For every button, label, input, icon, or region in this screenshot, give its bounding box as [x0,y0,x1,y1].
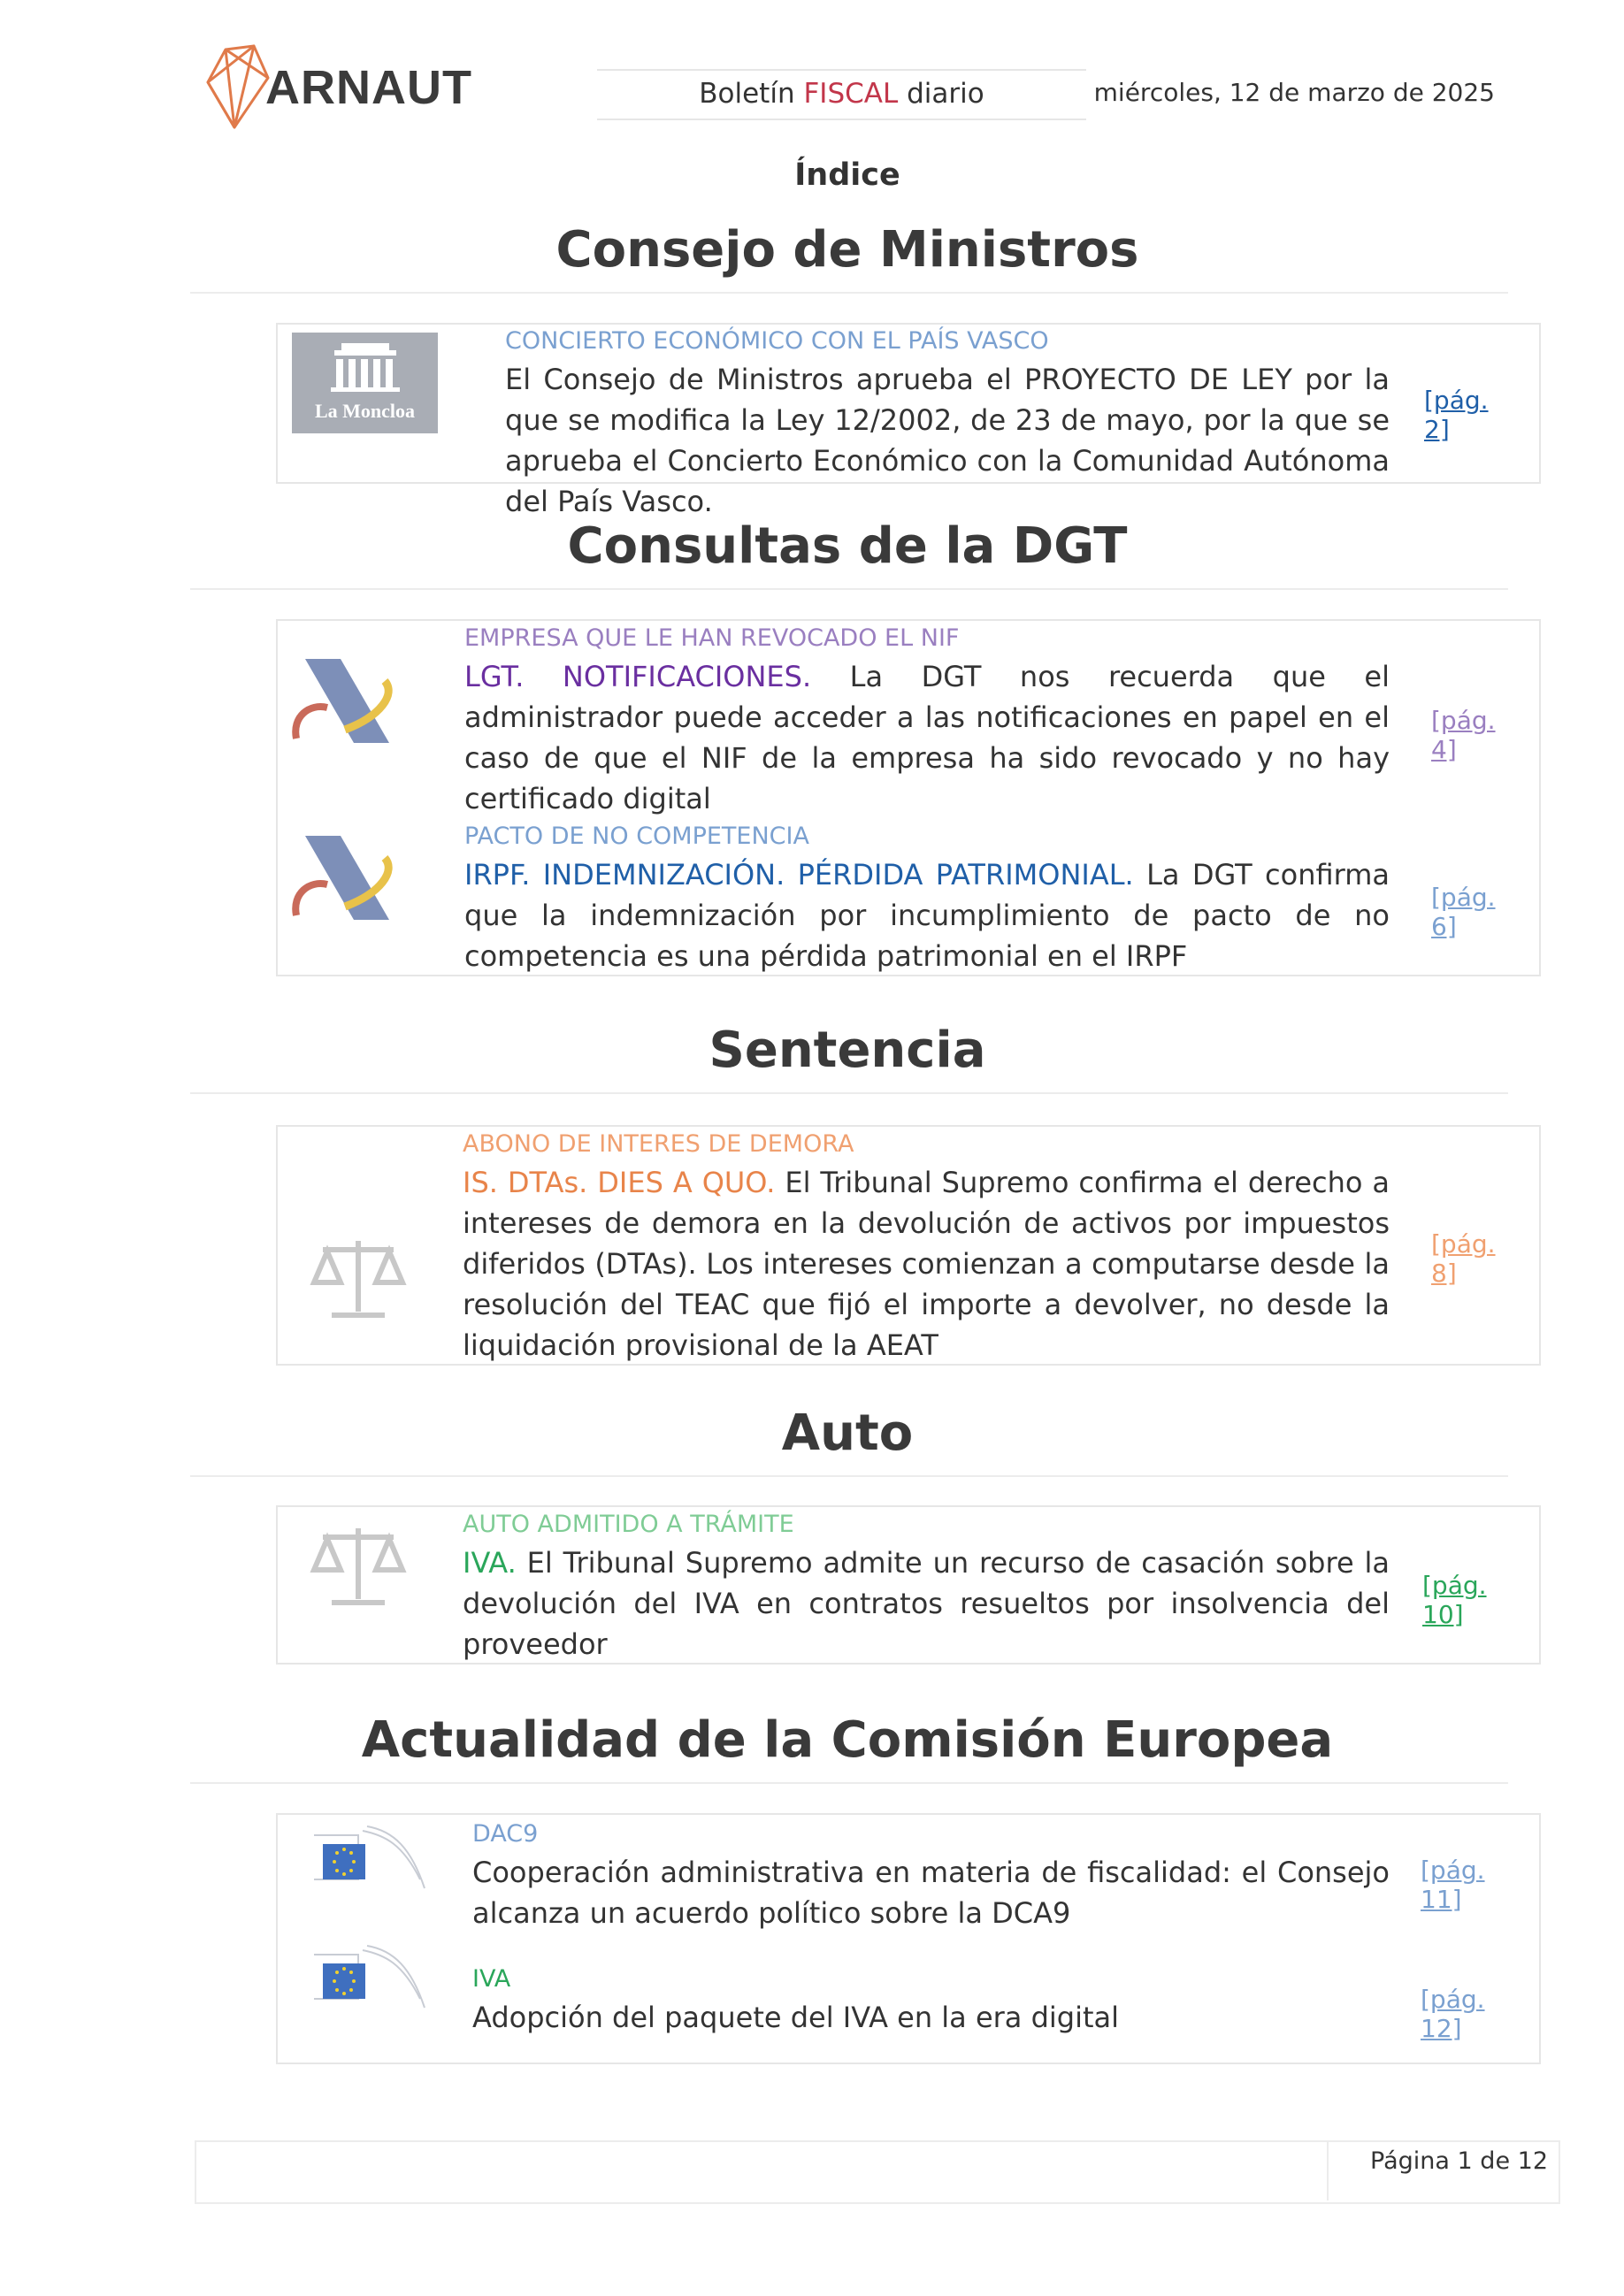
section-title: Consultas de la DGT [567,517,1128,575]
bulletin-title-pre: Boletín [699,78,795,110]
page-link[interactable]: [pág. 4] [1431,706,1496,764]
news-summary [464,854,1390,976]
bulletin-title [597,69,1086,120]
news-summary [463,1542,1390,1665]
section-divider [190,292,1508,294]
section-divider [190,1475,1508,1477]
page-link[interactable]: [pág. 2] [1424,386,1489,444]
news-lead: LGT. NOTIFICACIONES. [464,660,812,693]
section-divider [190,1782,1508,1784]
bulletin-title-post: diario [907,78,984,110]
la-moncloa-logo-icon [292,333,438,433]
news-summary [463,1162,1390,1366]
news-lead: IS. DTAs. DIES A QUO. [463,1166,776,1199]
news-summary [464,656,1390,819]
section-divider [190,588,1508,590]
agencia-tributaria-logo-icon [292,831,398,929]
news-topic: PACTO DE NO COMPETENCIA [464,823,809,850]
section-divider [190,1092,1508,1094]
european-commission-logo-icon [296,1937,429,2017]
section-title: Auto [781,1404,914,1462]
scales-icon [310,1521,407,1610]
news-summary-text: El Tribunal Supremo admite un recurso de casación sobre la devolución del IVA en contratos resueltos por insolvencia del proveedor [463,1546,1390,1661]
news-lead: IVA. [463,1546,517,1580]
news-summary-text: El Tribunal Supremo confirma el derecho a intereses de demora en la devolución de activos por impuestos diferidos (DTAs). Los intereses comienzan a computarse desde la resolución del TEAC que fijó el importe a devolver, no desde la liquidación provisional de la AEAT [463,1166,1390,1362]
page-link[interactable]: [pág. 6] [1431,883,1496,941]
news-summary-text: Cooperación administrativa en materia de fiscalidad: el Consejo alcanza un acuerdo político sobre la DCA9 [472,1856,1390,1930]
news-summary [472,1852,1390,1933]
news-topic: EMPRESA QUE LE HAN REVOCADO EL NIF [464,624,960,652]
page-number: Página 1 de 12 [1370,2147,1548,2175]
news-summary [472,1997,1390,2038]
index-title: Índice [794,157,900,193]
news-summary-text: La DGT nos recuerda que el administrador puede acceder a las notificaciones en papel en el caso de que el NIF de la empresa ha sido revocado y no hay certificado digital [464,660,1390,815]
section-title: Actualidad de la Comisión Europea [361,1711,1334,1769]
news-topic: ABONO DE INTERES DE DEMORA [463,1130,854,1158]
news-topic: AUTO ADMITIDO A TRÁMITE [463,1511,794,1538]
page-link[interactable]: [pág. 12] [1421,1985,1485,2043]
news-summary-text: La DGT confirma que la indemnización por incumplimiento de pacto de no competencia es una pérdida patrimonial en el IRPF [464,858,1390,973]
news-topic: IVA [472,1965,511,1993]
news-summary [505,359,1390,522]
news-lead: IRPF. INDEMNIZACIÓN. PÉRDIDA PATRIMONIAL. [464,858,1134,892]
section-title: Consejo de Ministros [555,221,1139,279]
news-topic: DAC9 [472,1820,539,1848]
page-link[interactable]: [pág. 8] [1431,1229,1496,1288]
news-topic: CONCIERTO ECONÓMICO CON EL PAÍS VASCO [505,327,1049,355]
european-commission-logo-icon [296,1818,429,1897]
section-title: Sentencia [709,1022,986,1079]
bulletin-title-fiscal: FISCAL [803,78,899,110]
bulletin-date: miércoles, 12 de marzo de 2025 [1093,78,1495,107]
la-moncloa-logo-text: La Moncloa [314,400,416,422]
logo-text: ARNAUT [265,61,472,114]
news-summary-text: Adopción del paquete del IVA en la era digital [472,2001,1120,2034]
page-link[interactable]: [pág. 11] [1421,1856,1485,1914]
page-link[interactable]: [pág. 10] [1422,1571,1487,1629]
scales-icon [310,1234,407,1322]
news-summary-text: El Consejo de Ministros aprueba el PROYECTO DE LEY por la que se modifica la Ley 12/2002, de 23 de mayo, por la que se aprueba el Concierto Económico con la Comunidad Autónoma del País Vasco. [505,363,1390,518]
agencia-tributaria-logo-icon [292,654,398,752]
